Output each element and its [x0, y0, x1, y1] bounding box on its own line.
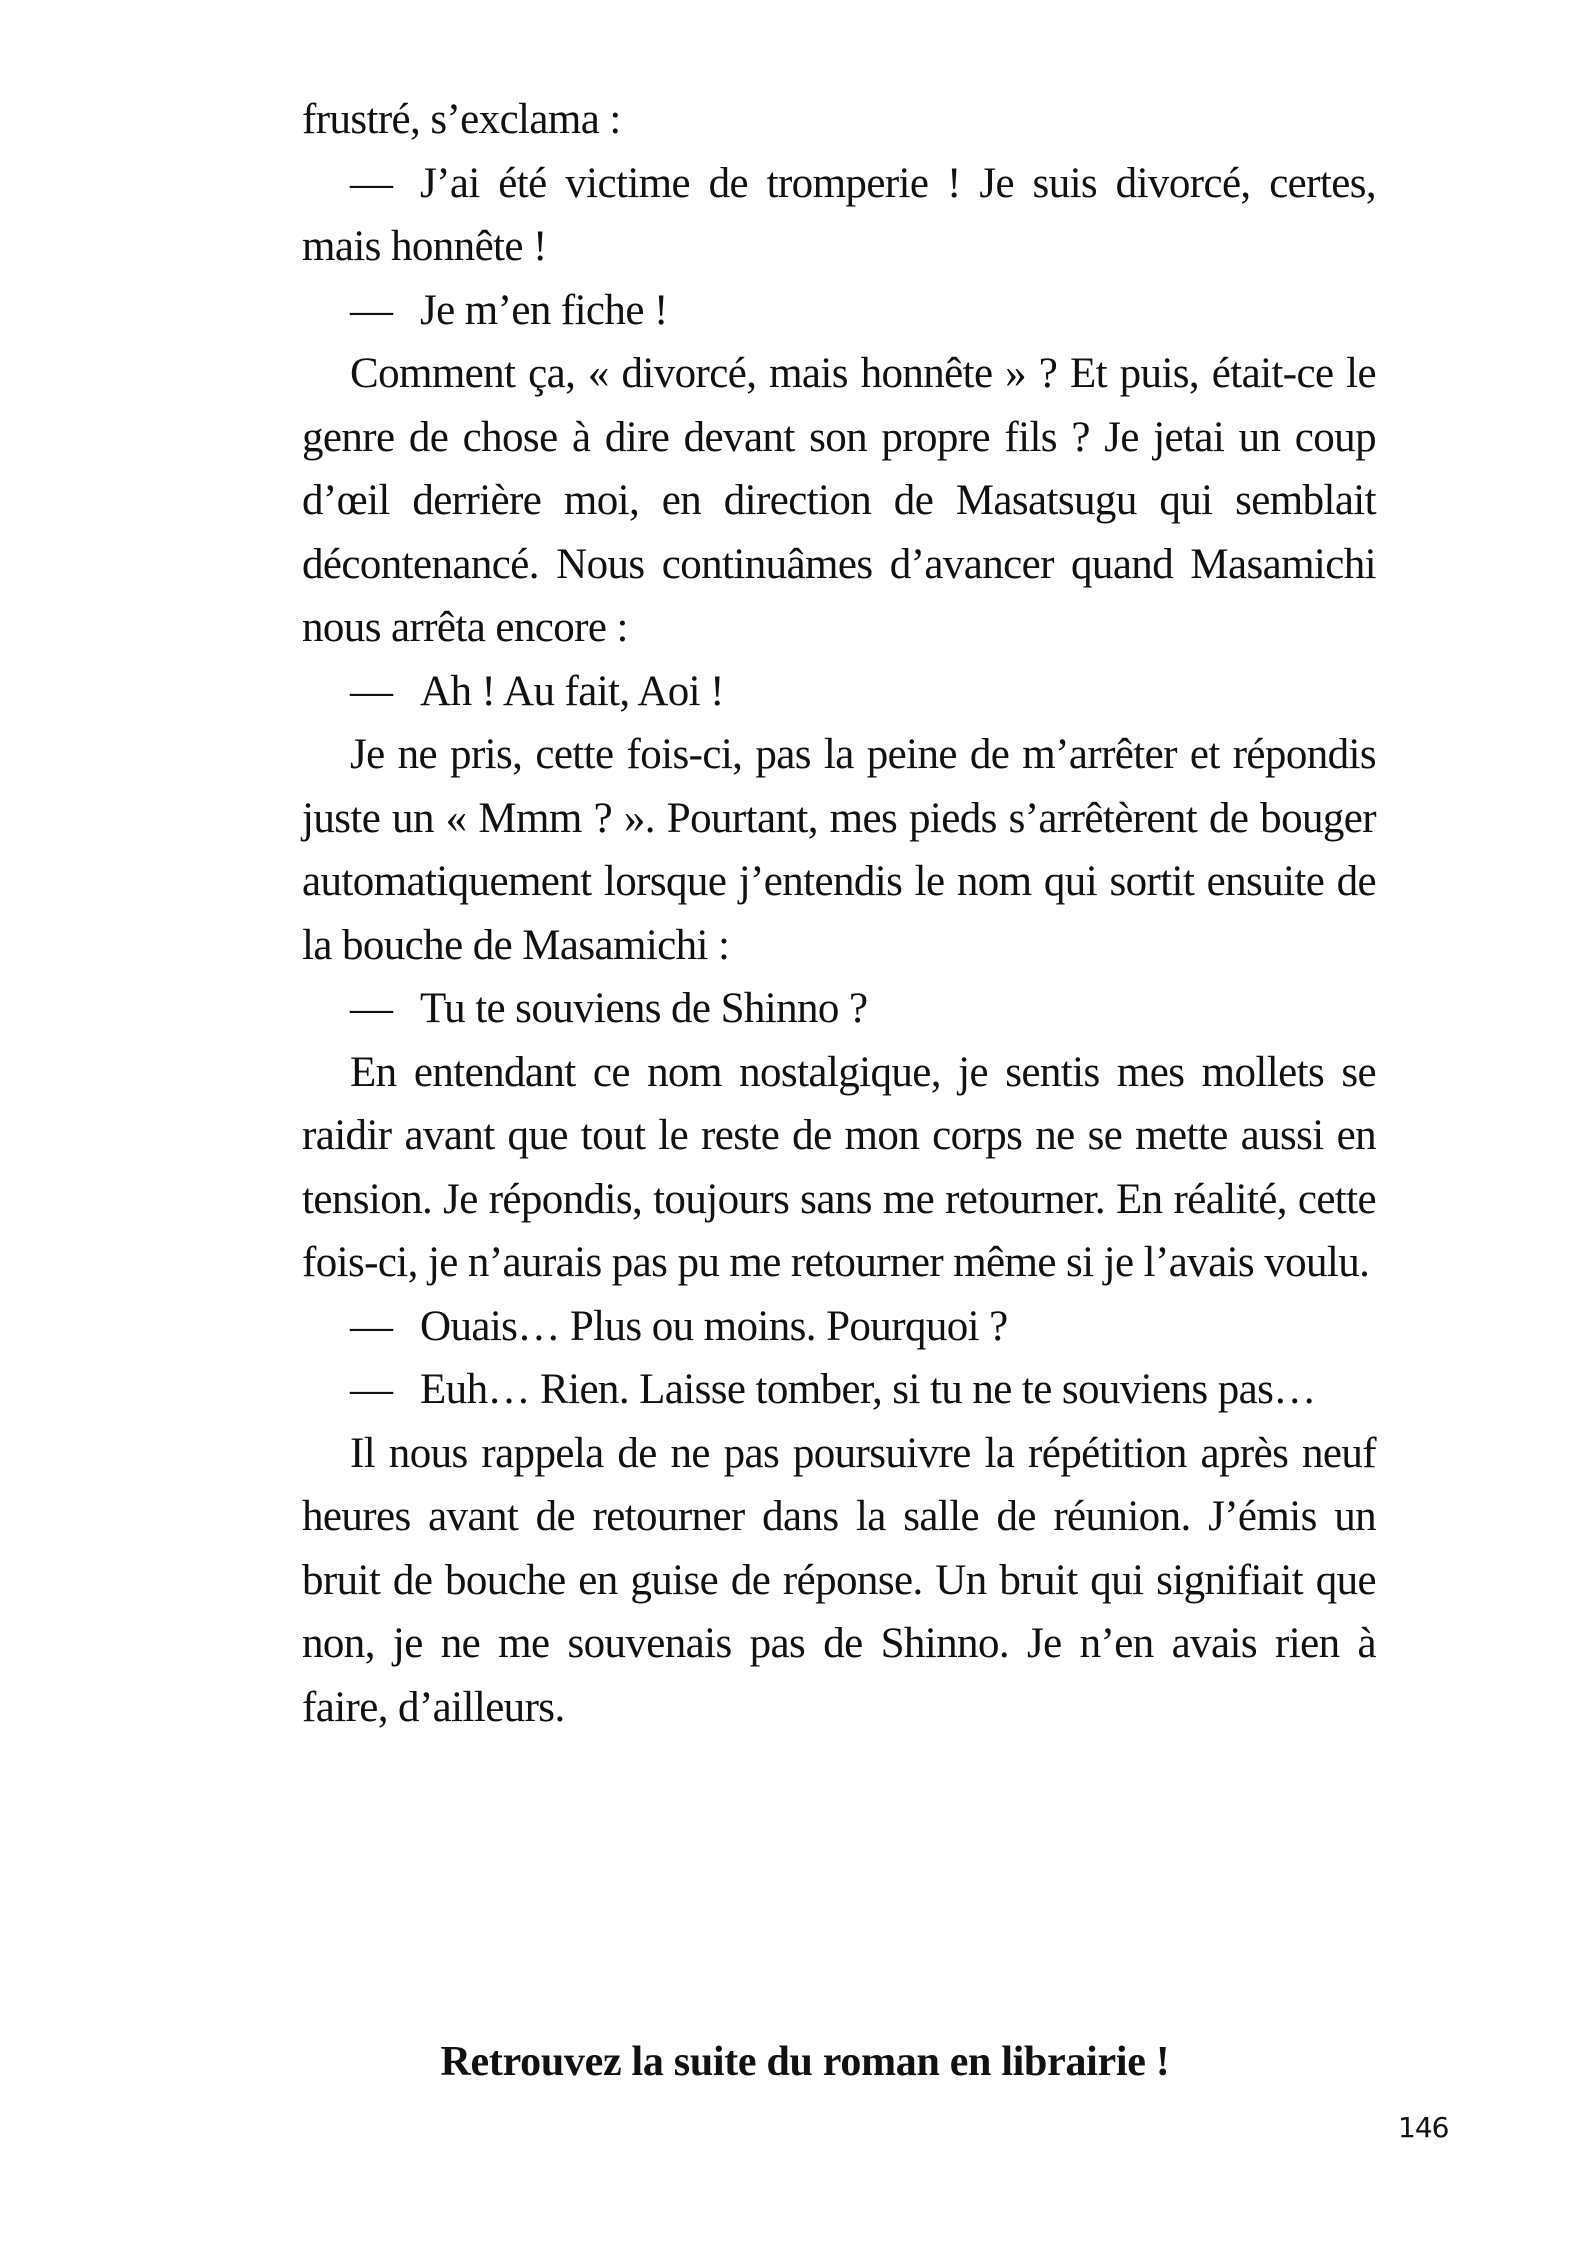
dialogue-text: Ah ! Au fait, Aoi !	[420, 667, 724, 715]
page-number: 146	[1398, 2111, 1449, 2144]
page-body	[302, 88, 1376, 1739]
dialogue-text: Tu te souviens de Shinno ?	[420, 985, 868, 1032]
dialogue-line	[302, 279, 1376, 343]
dialogue-dash: —	[350, 985, 393, 1032]
paragraph-narration: Comment ça, « divorcé, mais honnête » ? Et puis, était-ce le genre de chose à dire devant son propre fils ? Je jetai un coup d’œil derrière moi, en direction de Masatsugu qui semblait décontenancé. Nous continuâmes d’avancer quand Masamichi nous arrêta encore :	[302, 350, 1376, 651]
dialogue-dash: —	[350, 159, 393, 207]
dialogue-text: J’ai été victime de tromperie ! Je suis divorcé, certes, mais honnête !	[302, 159, 1376, 270]
dialogue-line	[302, 977, 1376, 1041]
dialogue-dash: —	[350, 1366, 393, 1413]
dialogue-dash: —	[350, 286, 393, 334]
dialogue-text: Ouais… Plus ou moins. Pourquoi ?	[420, 1302, 1008, 1350]
paragraph-narration: En entendant ce nom nostalgique, je sentis mes mollets se raidir avant que tout le reste de mon corps ne se mette aussi en tension. Je répondis, toujours sans me retourner. En réalité, cette fois-ci, je n’aurais pas pu me retourner même si je l’avais voulu.	[302, 1048, 1376, 1286]
dialogue-text: Je m’en fiche !	[420, 286, 668, 334]
closing-call-to-action: Retrouvez la suite du roman en librairie !	[440, 2039, 1170, 2085]
paragraph-narration: Je ne pris, cette fois-ci, pas la peine de m’arrêter et répondis juste un « Mmm ? ». Pourtant, mes pieds s’arrêtèrent de bouger automatiquement lorsque j’entendis le nom qui sortit ensuite de la bouche de Masamichi :	[302, 731, 1376, 969]
dialogue-dash: —	[350, 1302, 393, 1350]
paragraph-narration: Il nous rappela de ne pas poursuivre la répétition après neuf heures avant de retourner dans la salle de réunion. J’émis un bruit de bouche en guise de réponse. Un bruit qui signifiait que non, je ne me souvenais pas de Shinno. Je n’en avais rien à faire, d’ailleurs.	[302, 1429, 1376, 1731]
dialogue-line	[302, 1358, 1376, 1422]
paragraph-continuation: frustré, s’exclama :	[302, 96, 621, 143]
dialogue-text: Euh… Rien. Laisse tomber, si tu ne te souviens pas…	[420, 1366, 1316, 1413]
dialogue-line	[302, 1295, 1376, 1359]
dialogue-line	[302, 152, 1376, 279]
dialogue-dash: —	[350, 667, 393, 715]
dialogue-line	[302, 660, 1376, 724]
